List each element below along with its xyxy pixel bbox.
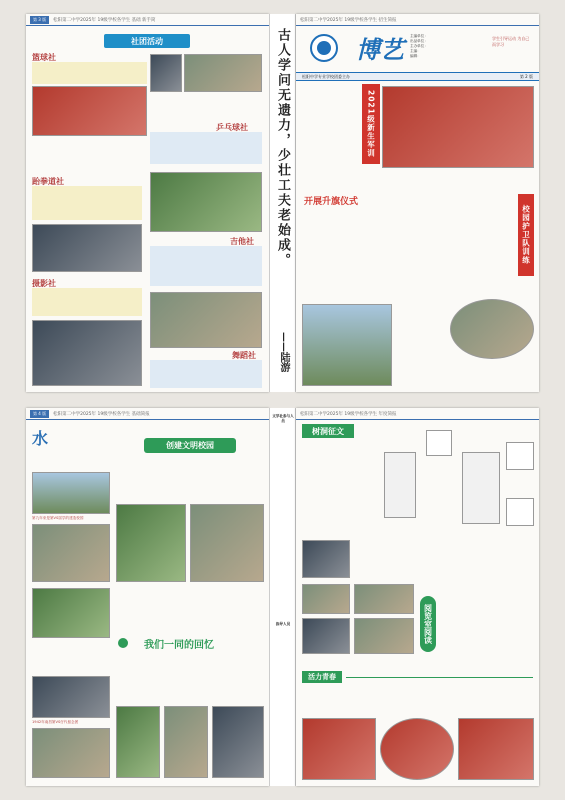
article-text (396, 300, 446, 388)
club-text (32, 288, 142, 316)
page-number: 第 4 版 (30, 410, 49, 418)
reading-photo (354, 618, 414, 654)
club-text (150, 132, 262, 164)
reading-photo (302, 540, 350, 578)
club-dance: 舞蹈社 (232, 350, 256, 360)
reading-photo (302, 618, 350, 654)
campus-title: 创建文明校园 (144, 438, 236, 453)
panda-sticker (506, 498, 534, 526)
club-text (150, 246, 262, 286)
drop-cap: 水 (32, 429, 49, 448)
article-text (52, 426, 112, 466)
ceremony-title: 开展升旗仪式 (304, 197, 359, 207)
taekwondo-photo (32, 224, 142, 272)
ceremony-text (300, 208, 440, 298)
campus-text (116, 458, 264, 498)
article-text (300, 84, 360, 140)
page-activities (296, 408, 539, 786)
youth-header (296, 670, 539, 684)
page-masthead (296, 14, 539, 392)
memory-photo (116, 706, 160, 778)
editor-list (274, 634, 292, 694)
photo-caption: 第九年来是第VS届学的建造校园 (32, 516, 84, 520)
guitar-photo (150, 172, 262, 232)
header-text: 松阳第二中学2025年 19级学校各学生 基础简报 (53, 411, 150, 417)
poem-author: ——陆游 (278, 332, 289, 372)
memory-photo (164, 706, 208, 778)
guard-training-photo (450, 299, 534, 359)
reading-photo (302, 584, 350, 614)
photography-photo (32, 320, 142, 386)
campus-photo (32, 524, 110, 582)
memory-text (116, 654, 264, 698)
club-photography: 摄影社 (32, 278, 56, 288)
panda-sticker (506, 442, 534, 470)
article-text (32, 644, 110, 674)
masthead-slogan: 学生引导运动 为自己而学习 (492, 36, 530, 47)
leaf-icon (118, 638, 128, 648)
club-basketball: 篮球社 (32, 52, 56, 62)
page-number: 第 3 版 (30, 16, 49, 24)
reading-text (440, 548, 534, 668)
dance-photo (150, 292, 262, 348)
guard-text (444, 224, 514, 294)
pingpong-photo (184, 54, 262, 92)
chat-screenshot (462, 452, 500, 524)
essay-title: 树洞征文 (302, 424, 354, 438)
essay-text (302, 442, 376, 532)
club-text (32, 186, 142, 220)
article-text (300, 172, 534, 188)
editors-title: 指导人员 (275, 622, 291, 626)
header-text: 松阳第二中学2025年 19级学校各学生 基础 新手简 (53, 17, 156, 23)
school-logo-icon (310, 34, 338, 62)
school-line: 松阳中学专业学校团委主办 (302, 73, 350, 79)
grass-photo (32, 588, 110, 638)
guard-banner: 校园护卫队训练 (518, 194, 534, 276)
page-club-activities (26, 14, 269, 392)
old-photo (32, 676, 110, 718)
member-list (274, 428, 292, 618)
list-title: 文学社参与人员 (272, 414, 294, 423)
youth-photo (458, 718, 534, 780)
reading-photo (354, 584, 414, 614)
flag-raising-photo (302, 304, 392, 386)
training-banner: 2021级新生军训 (362, 84, 380, 164)
section-title: 社团活动 (104, 34, 190, 48)
chat-screenshot (384, 452, 416, 518)
divider (346, 677, 533, 678)
page-header (296, 408, 539, 420)
masthead-info: 主编单位： 出品单位： 主办单位： 主编： 编辑： (410, 34, 428, 58)
youth-photo (380, 718, 454, 780)
river-photo (32, 472, 110, 514)
header-text: 松阳第二中学2025年 19级学校各学生 招生简报 (300, 17, 397, 23)
club-text (150, 360, 262, 388)
page-header (26, 408, 269, 420)
poem-spine (269, 14, 296, 392)
youth-title: 活力青春 (302, 671, 342, 683)
page-header (26, 14, 269, 26)
youth-text (302, 688, 534, 714)
club-guitar: 吉他社 (230, 236, 254, 246)
masthead-strip (296, 72, 539, 81)
memory-title: 我们一同的回忆 (144, 640, 214, 651)
military-training-photo (382, 86, 534, 168)
field-photo (32, 728, 110, 778)
header-text: 松阳第二中学2025年 19级学校各学生 年度简报 (300, 411, 397, 417)
photo-caption: 1942年南昌第VS仔代留念团 (32, 720, 79, 724)
page-civilized-campus (26, 408, 269, 786)
masthead-title: 博艺 (356, 35, 404, 64)
youth-photo (302, 718, 376, 780)
running-photo (190, 504, 264, 582)
club-text (32, 62, 147, 84)
club-photo (150, 54, 182, 92)
panda-sticker (426, 430, 452, 456)
page-header (296, 14, 539, 26)
sports-photo (116, 504, 186, 582)
issue-number: 第 2 版 (519, 73, 533, 79)
staff-list-spine (269, 408, 296, 786)
poem-text: 古人学问无遗力，少壮工夫老始成。 (275, 28, 290, 268)
club-taekwondo: 跆拳道社 (32, 176, 64, 186)
memory-photo (212, 706, 264, 778)
basketball-photo (32, 86, 147, 136)
club-pingpong: 乒乓球社 (216, 122, 248, 132)
reading-title: 阅览室阅读 (420, 596, 436, 652)
